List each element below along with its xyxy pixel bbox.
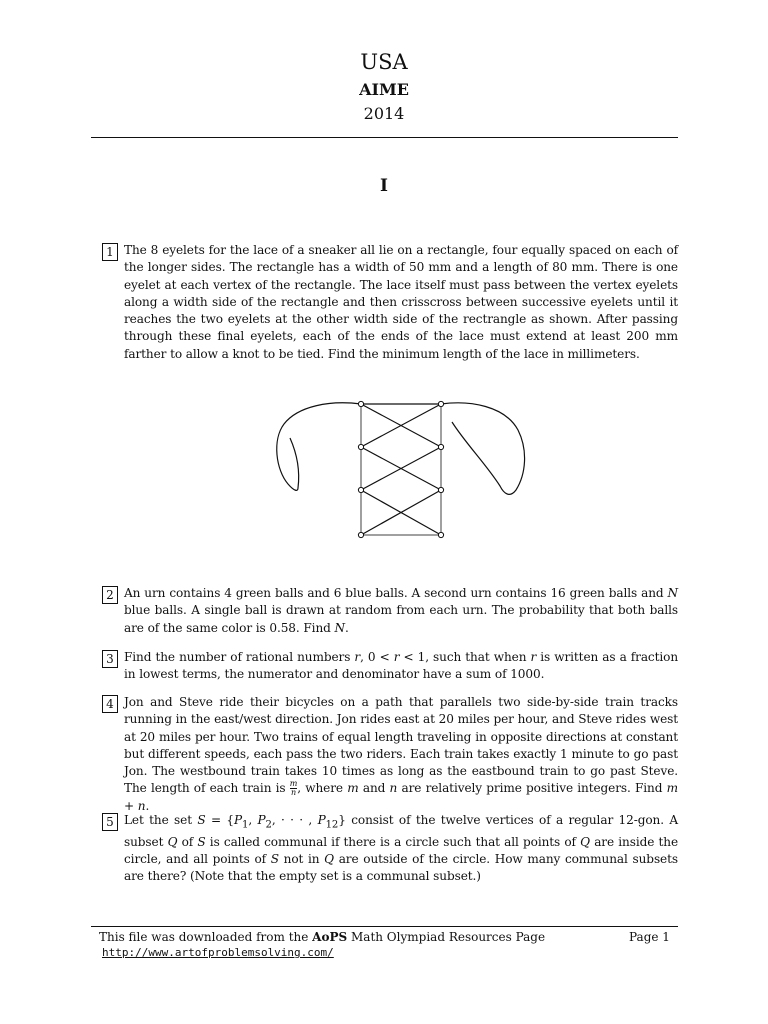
eyelet-rectangle	[361, 404, 441, 535]
page-number: Page 1	[629, 930, 670, 944]
problem-number-box: 2	[102, 586, 118, 604]
problem-number-box: 3	[102, 650, 118, 668]
sneaker-lace-diagram	[270, 392, 530, 544]
problem-text: The 8 eyelets for the lace of a sneaker all lie on a rectangle, four equally spaced on each of the longer sides. The rectangle has a width of 50 mm and a length of 80 mm. There is one eyelet at each vertex of the rectangle. The lace itself must pass between the vertex eyelets along a width side of the rectangle and then crisscross between successive eyelets until it reaches the two eyelets at the other width side of the rectrangle as shown. After passing through these final eyelets, each of the ends of the lace must extend at least 200 mm farther to allow a knot to be tied. Find the minimum length of the lace in millimeters.	[124, 243, 678, 361]
problem-number-box: 4	[102, 695, 118, 713]
aops-brand: AoPS	[312, 930, 348, 944]
lace-right-loop	[441, 403, 525, 495]
footer-source-text: This file was downloaded from the AoPS Math Olympiad Resources Page	[99, 930, 546, 944]
eyelet	[438, 401, 443, 406]
section-title: I	[380, 176, 388, 196]
country-title: USA	[360, 50, 408, 74]
problem-number-box: 5	[102, 813, 118, 831]
problem-1	[102, 242, 678, 363]
fraction-m-over-n: $\frac{m}{n}$	[289, 779, 298, 798]
problem-3	[102, 649, 678, 684]
problem-text: Jon and Steve ride their bicycles on a path that parallels two side-by-side train tracks running in the east/west direction. Jon rides east at 20 miles per hour, and Steve rides west at 20 miles per hour. Two trains of equal length traveling in opposite directions at constant but different speeds, each pass the two riders. Each train takes exactly 1 minute to go past Jon. The westbound train takes 10 times as long as the eastbound train to go past Steve. The length of each train is $\frac{m}{n}$ , where m and n are relatively prime positive integers. Find m + n.	[124, 695, 679, 813]
eyelet	[358, 444, 363, 449]
problem-number-box: 1	[102, 243, 118, 261]
eyelet	[438, 444, 443, 449]
contest-title: AIME	[359, 80, 409, 99]
problem-2	[102, 585, 678, 637]
problem-text: Let the set $S = \{P_1$, $P_2$, · · · , $P_{12}$} consist of the twelve vertices of a regular 12-gon. A subset Q of S is called communal if there is a circle such that all points of Q are inside the circle, and all points of S not in Q are outside of the circle. How many communal subsets are there? (Note that the empty set is a communal subset.)	[124, 813, 679, 884]
year-title: 2014	[363, 104, 405, 123]
eyelet	[438, 532, 443, 537]
eyelet	[358, 487, 363, 492]
aops-url-link[interactable]: http://www.artofproblemsolving.com/	[102, 946, 334, 959]
header-rule	[91, 137, 678, 138]
eyelet	[438, 487, 443, 492]
problem-text: An urn contains 4 green balls and 6 blue balls. A second urn contains 16 green balls and N blue balls. A single ball is drawn at random from each urn. The probability that both balls are of the same color is 0.58. Find N.	[124, 586, 678, 635]
lace-left-loop	[277, 403, 361, 491]
eyelet	[358, 532, 363, 537]
problem-text: Find the number of rational numbers r, 0 < r < 1, such that when r is written as a fraction in lowest terms, the numerator and denominator have a sum of 1000.	[124, 650, 679, 682]
problem-5	[102, 812, 678, 886]
footer-rule	[91, 926, 678, 927]
problem-4	[102, 694, 678, 815]
eyelet	[358, 401, 363, 406]
